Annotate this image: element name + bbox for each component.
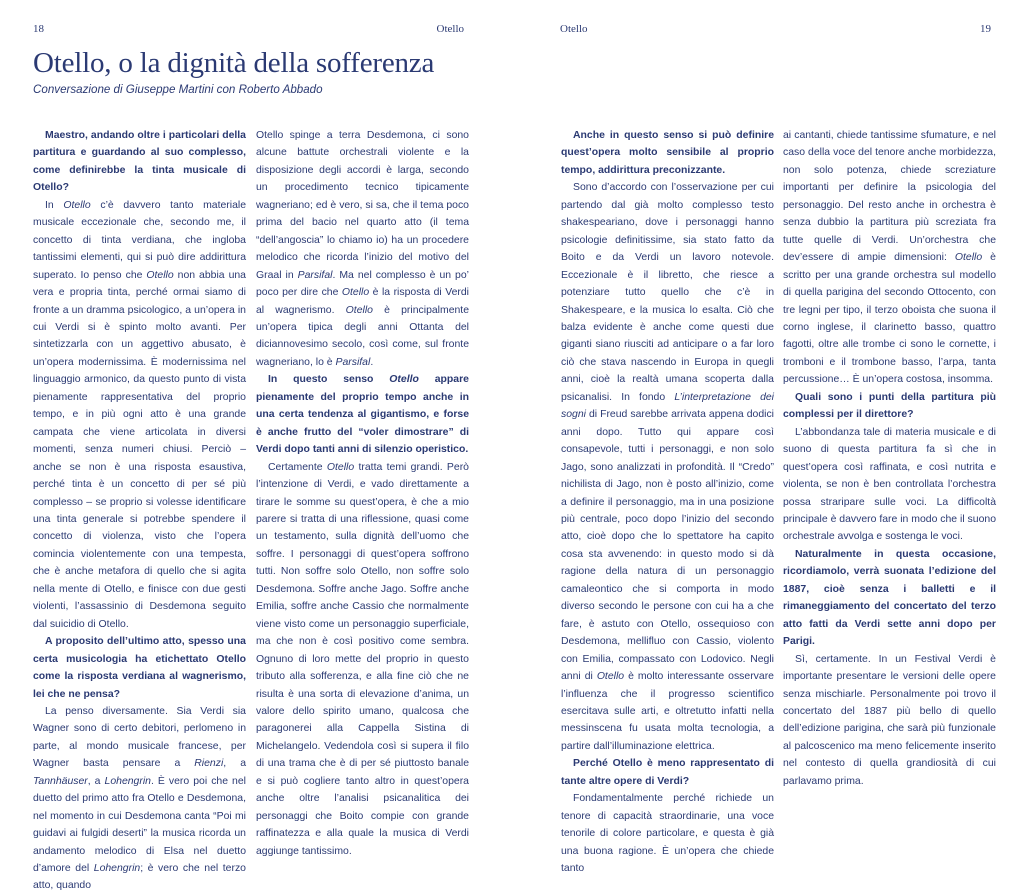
- italic-title: Otello: [389, 374, 419, 386]
- text-column-4: [783, 127, 996, 790]
- italic-title: Lohengrin: [93, 863, 141, 875]
- interview-question: Naturalmente in questa occasione, ricordiamolo, verrà suonata l’edizione del 1887, cioè senza i balletti e il rimaneggiamento del concertato del terzo atto fatti da Verdi sette anni dopo per Parigi.: [783, 548, 996, 648]
- interview-answer: Sì, certamente. In un Festival Verdi è importante presentare le versioni delle opere senza mischiarle. Personalmente poi trovo il concertato del 1887 più bello di quello dell’edizione parigina, che sarà più funzionale al palcoscenico ma meno felicemente inserito nel contesto di quella grandiosità di cui parlavamo prima.: [783, 653, 996, 787]
- interview-answer: L’abbondanza tale di materia musicale e di suono di questa partitura fa sì che in quest’opera così raffinata, e così nutrita e violenta, se non è ben controllata l’orchestra possa straripare sulle voci. La difficoltà principale è davvero fare in modo che il suono orchestrale avvolga e sostenga le voci.: [783, 426, 996, 543]
- running-title: Otello: [560, 23, 588, 35]
- interview-question: A proposito dell’ultimo atto, spesso una certa musicologia ha etichettato Otello come la risposta verdiana al wagnerismo, lei che ne pensa?: [33, 636, 246, 700]
- italic-title: Otello: [146, 269, 174, 281]
- italic-title: Lohengrin: [104, 775, 151, 787]
- running-title: Otello: [436, 23, 464, 35]
- italic-title: Otello: [345, 304, 373, 316]
- left-page: [0, 0, 512, 892]
- italic-title: Otello: [596, 671, 625, 683]
- italic-title: Tannhäuser: [33, 775, 88, 787]
- interview-question: Quali sono i punti della partitura più complessi per il direttore?: [783, 391, 996, 421]
- article-heading: [33, 46, 493, 97]
- italic-title: L’interpretazione dei sogni: [561, 391, 774, 421]
- page-number: 19: [980, 23, 991, 35]
- interview-question: Maestro, andando oltre i particolari della partitura e guardando al suo complesso, come definirebbe la tinta musicale di Otello?: [33, 130, 246, 194]
- interview-question: Anche in questo senso si può definire quest’opera molto sensibile al proprio tempo, addirittura preconizzante.: [561, 130, 774, 176]
- italic-title: Otello: [954, 252, 983, 264]
- interview-answer: La penso diversamente. Sia Verdi sia Wagner sono di certo debitori, perlomeno in parte, al mondo musicale francese, per Wagner basta pensare a Rienzi, a Tannhäuser, a Lohengrin. È vero poi che nel duetto del primo atto fra Otello e Desdemona, nel momento in cui Desdemona canta “Poi mi guidavi ai fulgidi deserti” la musica ricorda un andamento melodico di Elsa nel duetto d’amore del Lohengrin; è vero che nel terzo atto, quando: [33, 705, 246, 892]
- text-column-1: [33, 127, 246, 895]
- text-column-3: [561, 127, 774, 877]
- text-column-2: [256, 127, 469, 860]
- italic-title: Otello: [63, 199, 91, 211]
- interview-answer: Fondamentalmente perché richiede un tenore di capacità straordinarie, una voce tenorile di colore particolare, e questa è già una buona ragione. È un’opera che chiede tanto: [561, 793, 774, 875]
- interview-answer: ai cantanti, chiede tantissime sfumature, e nel caso della voce del tenore anche morbidezza, non solo potenza, chiede screziature importanti per definire la psicologia del personaggio. Del resto anche in orchestra è senza dubbio la partitura più screziata fra tutte quelle di Verdi. Un’orchestra che dev’essere di ampie dimensioni: Otello è scritto per una grande orchestra sul modello di quella parigina del secondo Ottocento, con tre legni per tipo, il terzo oboista che suona il corno inglese, il clarinetto basso, quattro fagotti, oltre alle trombe ci sono le cornette, i tromboni e il trombone basso, l’arpa, tanta percussione… È un’opera costosa, insomma.: [783, 130, 996, 386]
- interview-answer: In Otello c’è davvero tanto materiale musicale eccezionale che, secondo me, il concetto di tinta verdiana, che ingloba tantissimi elementi, qui si può dire addirittura superato. Io penso che Otello non abbia una vera e propria tinta, perché ormai siamo di fronte a un dramma psicologico, a un’opera in cui Verdi si è spinto molto avanti. Per sintetizzarla con un aggettivo abusato, è un’opera modernissima. È modernissima nel linguaggio armonico, da questo punto di vista pienamente rappresentativa del proprio tempo, e in più ogni atto è una grande campata che viene articolata in diversi momenti, senza numeri chiusi. Perciò – anche se non è una risposta esaustiva, perché tinta è un concetto di per sé più complesso – se proprio si volesse identificare una tinta generale si potrebbe spendere il concetto di violenza, visto che l’opera comincia violentemente con una tempesta, che è anche metafora di quello che si agita nella mente di Otello, e finisce con due gesti violenti, l’assassinio di Desdemona seguito dal suicidio di Otello.: [33, 199, 247, 630]
- article-title: Otello, o la dignità della sofferenza: [33, 47, 435, 79]
- interview-question: In questo senso Otello appare pienamente del proprio tempo anche in una certa tendenza al gigantismo, e forse è anche frutto del “voler dimostrare” di Verdi dopo tanti anni di silenzio operistico.: [256, 374, 469, 456]
- interview-answer: Sono d’accordo con l’osservazione per cui partendo dal già molto complesso testo shakespeariano, dove i personaggi hanno psicologie definitissime, sia stato fatto da Boito e da Verdi un lavoro notevole. Eccezionale è il libretto, che riesce a potenziare tutto quello che c’è in Shakespeare, e la musica lo esalta. Ciò che balza evidente è anche come questi due giganti siano riusciti ad anticipare o a far loro ciò che stava nascendo in Europa in quegli anni, cioè la realtà umana scoperta dalla psicanalisi. In fondo L’interpretazione dei sogni di Freud sarebbe arrivata appena dodici anni dopo. Tutto qui appare così consapevole, tutti i personaggi, e non solo Jago, sono analizzati in profondità. Il “Credo” nichilista di Jago, non è posto all’inizio, come a definire il personaggio, ma in una posizione più centrale, poco dopo l’inizio del secondo atto, cioè dopo che lo spettatore ha capito cosa sta avvenendo: in questo modo si dà ragione della natura di un personaggio camaleontico che si comporta in modo diverso secondo le persone con cui ha a che fare, è astuto con Otello, ossequioso con Desdemona, mellifluo con Cassio, violento con Emilia, compassato con Lodovico. Negli anni di Otello è molto interessante osservare l’influenza che il progresso scientifico esercitava sulle arti, e oltretutto infatti nella messinscena fu usata molta tecnologia, a partire dall’illuminazione elettrica.: [561, 182, 774, 752]
- italic-title: Rienzi: [194, 758, 224, 770]
- italic-title: Otello: [341, 287, 370, 299]
- interview-question: Perché Otello è meno rappresentato di tante altre opere di Verdi?: [561, 758, 774, 787]
- italic-title: Parsifal: [335, 356, 371, 368]
- interview-answer: Otello spinge a terra Desdemona, ci sono alcune battute orchestrali violente e la disposizione degli accordi è larga, secondo un procedimento tecnico tipicamente wagneriano; ed è vero, si sa, che il tema poco prima del bacio nel quarto atto (il tema “dell’angoscia” lo chiamo io) ha un procedere melodico che ricorda l’inizio del motivo del Graal in Parsifal. Ma nel complesso è un po’ poco per dire che Otello è la risposta di Verdi al wagnerismo. Otello è principalmente un’opera tipica degli anni Ottanta del diciannovesimo secolo, così come, sul fronte wagneriano, lo è Parsifal.: [256, 130, 470, 368]
- italic-title: Parsifal: [297, 269, 333, 281]
- article-subtitle: Conversazione di Giuseppe Martini con Roberto Abbado: [33, 83, 323, 96]
- page-number: 18: [33, 23, 44, 35]
- interview-answer: Certamente Otello tratta temi grandi. Però l’intenzione di Verdi, e vado direttamente a tirare le somme su quest’opera, è che a mio parere si tratta di una riflessione, quasi come un testamento, sulla dignità dell’uomo che soffre. I personaggi di quest’opera soffrono tutti. Non soffre solo Otello, non soffre solo Desdemona. Soffre anche Jago. Soffre anche Emilia, soffre anche Cassio che normalmente viene visto come un personaggio superficiale, ma che non è così positivo come sembra. Ognuno di loro mette del proprio in questo tributo alla sofferenza, e alla fine ciò che ne risulta è una sorta di elevazione d’anima, un valore dello spirito umano, qualcosa che paragonerei alla Cappella Sistina di Michelangelo. Vedendola così si supera il filo di una trama che è di per sé piuttosto banale e si può cogliere tanto altro in quest’opera anche oltre l’analisi psicanalitica dei personaggi che Boito compie con grande raffinatezza e alla quale la musica di Verdi aggiunge tantissimo.: [256, 461, 469, 857]
- italic-title: Otello: [326, 461, 355, 473]
